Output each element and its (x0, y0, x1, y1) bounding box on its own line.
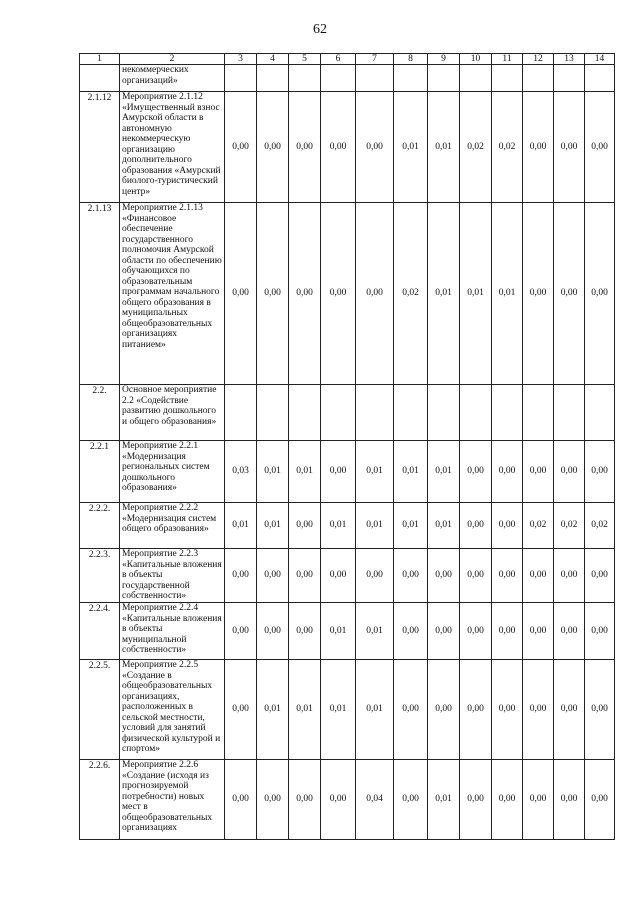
table-row (80, 92, 615, 203)
row-value: 0,00 (225, 203, 257, 385)
header-cell: 2 (120, 54, 225, 65)
row-value: 0,01 (394, 503, 428, 549)
header-row (80, 54, 615, 65)
row-value: 0,00 (585, 760, 615, 840)
row-value: 0,00 (356, 549, 394, 603)
row-value: 0,01 (428, 92, 460, 203)
row-value (321, 65, 356, 92)
row-value: 0,00 (257, 603, 289, 660)
row-value: 0,00 (321, 441, 356, 503)
row-value: 0,00 (523, 203, 554, 385)
row-value (356, 65, 394, 92)
row-activity-name: Основное мероприятие 2.2 «Содействие развитию дошкольного и общего образования» (120, 385, 225, 441)
indicator-table (79, 53, 615, 840)
row-value: 0,00 (257, 549, 289, 603)
row-value (460, 65, 492, 92)
row-value (394, 385, 428, 441)
row-value (225, 65, 257, 92)
row-value: 0,00 (289, 92, 321, 203)
row-value: 0,00 (321, 92, 356, 203)
row-activity-name: Мероприятие 2.1.12 «Имущественный взнос Амурской области в автономную некоммерческую организацию дополнительного образования «Амурский биолого-туристический центр» (120, 92, 225, 203)
row-value: 0,00 (460, 503, 492, 549)
row-value: 0,01 (460, 203, 492, 385)
row-value (585, 385, 615, 441)
row-value (356, 385, 394, 441)
row-value (289, 65, 321, 92)
header-cell: 4 (257, 54, 289, 65)
row-value (394, 65, 428, 92)
row-value: 0,00 (585, 549, 615, 603)
row-value: 0,00 (225, 92, 257, 203)
row-activity-name: Мероприятие 2.2.4 «Капитальные вложения в объекты муниципальной собственности» (120, 603, 225, 660)
row-value: 0,00 (523, 660, 554, 760)
row-value: 0,00 (523, 549, 554, 603)
header-cell: 7 (356, 54, 394, 65)
table-row (80, 65, 615, 92)
row-value: 0,00 (585, 603, 615, 660)
row-value (225, 385, 257, 441)
row-value: 0,01 (428, 203, 460, 385)
row-value: 0,00 (492, 441, 523, 503)
row-value: 0,00 (356, 92, 394, 203)
row-value: 0,00 (523, 441, 554, 503)
row-value: 0,00 (428, 603, 460, 660)
row-value: 0,00 (523, 760, 554, 840)
row-value: 0,00 (554, 760, 585, 840)
row-activity-name: Мероприятие 2.2.2 «Модернизация систем общего образования» (120, 503, 225, 549)
row-value (321, 385, 356, 441)
row-value: 0,00 (225, 660, 257, 760)
row-value: 0,02 (492, 92, 523, 203)
row-value: 0,00 (585, 203, 615, 385)
row-value: 0,00 (460, 441, 492, 503)
row-value: 0,00 (257, 92, 289, 203)
row-value: 0,01 (289, 660, 321, 760)
header-cell: 12 (523, 54, 554, 65)
row-value: 0,00 (554, 660, 585, 760)
header-cell: 8 (394, 54, 428, 65)
row-code: 2.2.5. (80, 660, 120, 760)
row-value: 0,01 (428, 441, 460, 503)
row-value: 0,00 (428, 660, 460, 760)
row-value: 0,00 (394, 549, 428, 603)
row-value: 0,00 (585, 660, 615, 760)
row-value: 0,00 (289, 760, 321, 840)
table-row (80, 660, 615, 760)
row-value: 0,01 (394, 92, 428, 203)
row-code: 2.2.1 (80, 441, 120, 503)
row-value (289, 385, 321, 441)
row-value: 0,00 (554, 549, 585, 603)
header-cell: 1 (80, 54, 120, 65)
row-value: 0,00 (321, 203, 356, 385)
header-cell: 3 (225, 54, 257, 65)
header-cell: 9 (428, 54, 460, 65)
row-value (492, 65, 523, 92)
row-value: 0,01 (356, 660, 394, 760)
row-activity-name: некоммерческих организаций» (120, 65, 225, 92)
table-row (80, 760, 615, 840)
row-value (428, 65, 460, 92)
row-code: 2.2. (80, 385, 120, 441)
row-value: 0,00 (289, 203, 321, 385)
row-value (585, 65, 615, 92)
row-value (428, 385, 460, 441)
row-value: 0,00 (356, 203, 394, 385)
page-number: 62 (313, 22, 327, 37)
row-value: 0,02 (394, 203, 428, 385)
row-value: 0,00 (554, 203, 585, 385)
row-value: 0,02 (460, 92, 492, 203)
row-value: 0,00 (428, 549, 460, 603)
row-value: 0,02 (554, 503, 585, 549)
row-value: 0,03 (225, 441, 257, 503)
row-value: 0,00 (554, 603, 585, 660)
row-value: 0,00 (289, 503, 321, 549)
table-row (80, 603, 615, 660)
row-value: 0,00 (523, 92, 554, 203)
row-value: 0,00 (394, 660, 428, 760)
table-row (80, 549, 615, 603)
row-activity-name: Мероприятие 2.1.13 «Финансовое обеспечение государственного полномочия Амурской области по обеспечению обучающихся по образовательным программам начального общего образования в муниципальных общеобразовательных организациях питанием» (120, 203, 225, 385)
row-value: 0,00 (460, 603, 492, 660)
row-value (554, 65, 585, 92)
row-value: 0,00 (492, 549, 523, 603)
row-value: 0,00 (523, 603, 554, 660)
row-value: 0,01 (321, 603, 356, 660)
row-value: 0,01 (356, 441, 394, 503)
row-code: 2.2.3. (80, 549, 120, 603)
row-value: 0,00 (289, 603, 321, 660)
row-value: 0,01 (356, 503, 394, 549)
row-code: 2.2.2. (80, 503, 120, 549)
row-value: 0,00 (394, 603, 428, 660)
row-value (523, 65, 554, 92)
row-value: 0,00 (460, 660, 492, 760)
row-value: 0,00 (460, 760, 492, 840)
row-value: 0,00 (225, 603, 257, 660)
row-value: 0,01 (321, 503, 356, 549)
table-body (80, 54, 615, 840)
row-value: 0,01 (428, 760, 460, 840)
row-activity-name: Мероприятие 2.2.1 «Модернизация региональных систем дошкольного образования» (120, 441, 225, 503)
row-activity-name: Мероприятие 2.2.3 «Капитальные вложения в объекты государственной собственности» (120, 549, 225, 603)
row-value: 0,00 (257, 203, 289, 385)
row-code: 2.1.13 (80, 203, 120, 385)
row-value: 0,01 (225, 503, 257, 549)
row-value: 0,02 (523, 503, 554, 549)
header-cell: 11 (492, 54, 523, 65)
header-cell: 14 (585, 54, 615, 65)
row-value: 0,00 (321, 760, 356, 840)
row-value: 0,01 (257, 660, 289, 760)
row-value: 0,00 (585, 92, 615, 203)
row-value (257, 385, 289, 441)
row-value: 0,00 (554, 441, 585, 503)
row-value: 0,02 (585, 503, 615, 549)
row-value: 0,01 (428, 503, 460, 549)
row-value (257, 65, 289, 92)
row-value: 0,00 (492, 503, 523, 549)
row-value: 0,01 (257, 441, 289, 503)
row-value (492, 385, 523, 441)
row-value: 0,00 (225, 760, 257, 840)
table-row (80, 203, 615, 385)
row-value: 0,01 (356, 603, 394, 660)
row-code: 2.2.4. (80, 603, 120, 660)
header-cell: 5 (289, 54, 321, 65)
row-value: 0,00 (321, 549, 356, 603)
row-value: 0,04 (356, 760, 394, 840)
row-value: 0,00 (289, 549, 321, 603)
row-value: 0,01 (257, 503, 289, 549)
row-value: 0,00 (492, 760, 523, 840)
row-value: 0,00 (225, 549, 257, 603)
row-value: 0,01 (492, 203, 523, 385)
row-value (523, 385, 554, 441)
row-value: 0,00 (257, 760, 289, 840)
header-cell: 13 (554, 54, 585, 65)
row-value (460, 385, 492, 441)
row-value: 0,00 (585, 441, 615, 503)
row-value: 0,00 (492, 603, 523, 660)
table-row (80, 503, 615, 549)
row-code: 2.1.12 (80, 92, 120, 203)
row-value: 0,01 (289, 441, 321, 503)
row-value: 0,00 (554, 92, 585, 203)
row-value: 0,00 (492, 660, 523, 760)
row-value: 0,00 (394, 760, 428, 840)
header-cell: 10 (460, 54, 492, 65)
header-cell: 6 (321, 54, 356, 65)
row-value: 0,01 (394, 441, 428, 503)
table-row (80, 441, 615, 503)
table-row (80, 385, 615, 441)
row-value: 0,01 (321, 660, 356, 760)
row-code (80, 65, 120, 92)
row-code: 2.2.6. (80, 760, 120, 840)
row-value (554, 385, 585, 441)
row-activity-name: Мероприятие 2.2.6 «Создание (исходя из прогнозируемой потребности) новых мест в общеобразовательных организациях (120, 760, 225, 840)
row-activity-name: Мероприятие 2.2.5 «Создание в общеобразовательных организациях, расположенных в сельской местности, условий для занятий физической культурой и спортом» (120, 660, 225, 760)
row-value: 0,00 (460, 549, 492, 603)
